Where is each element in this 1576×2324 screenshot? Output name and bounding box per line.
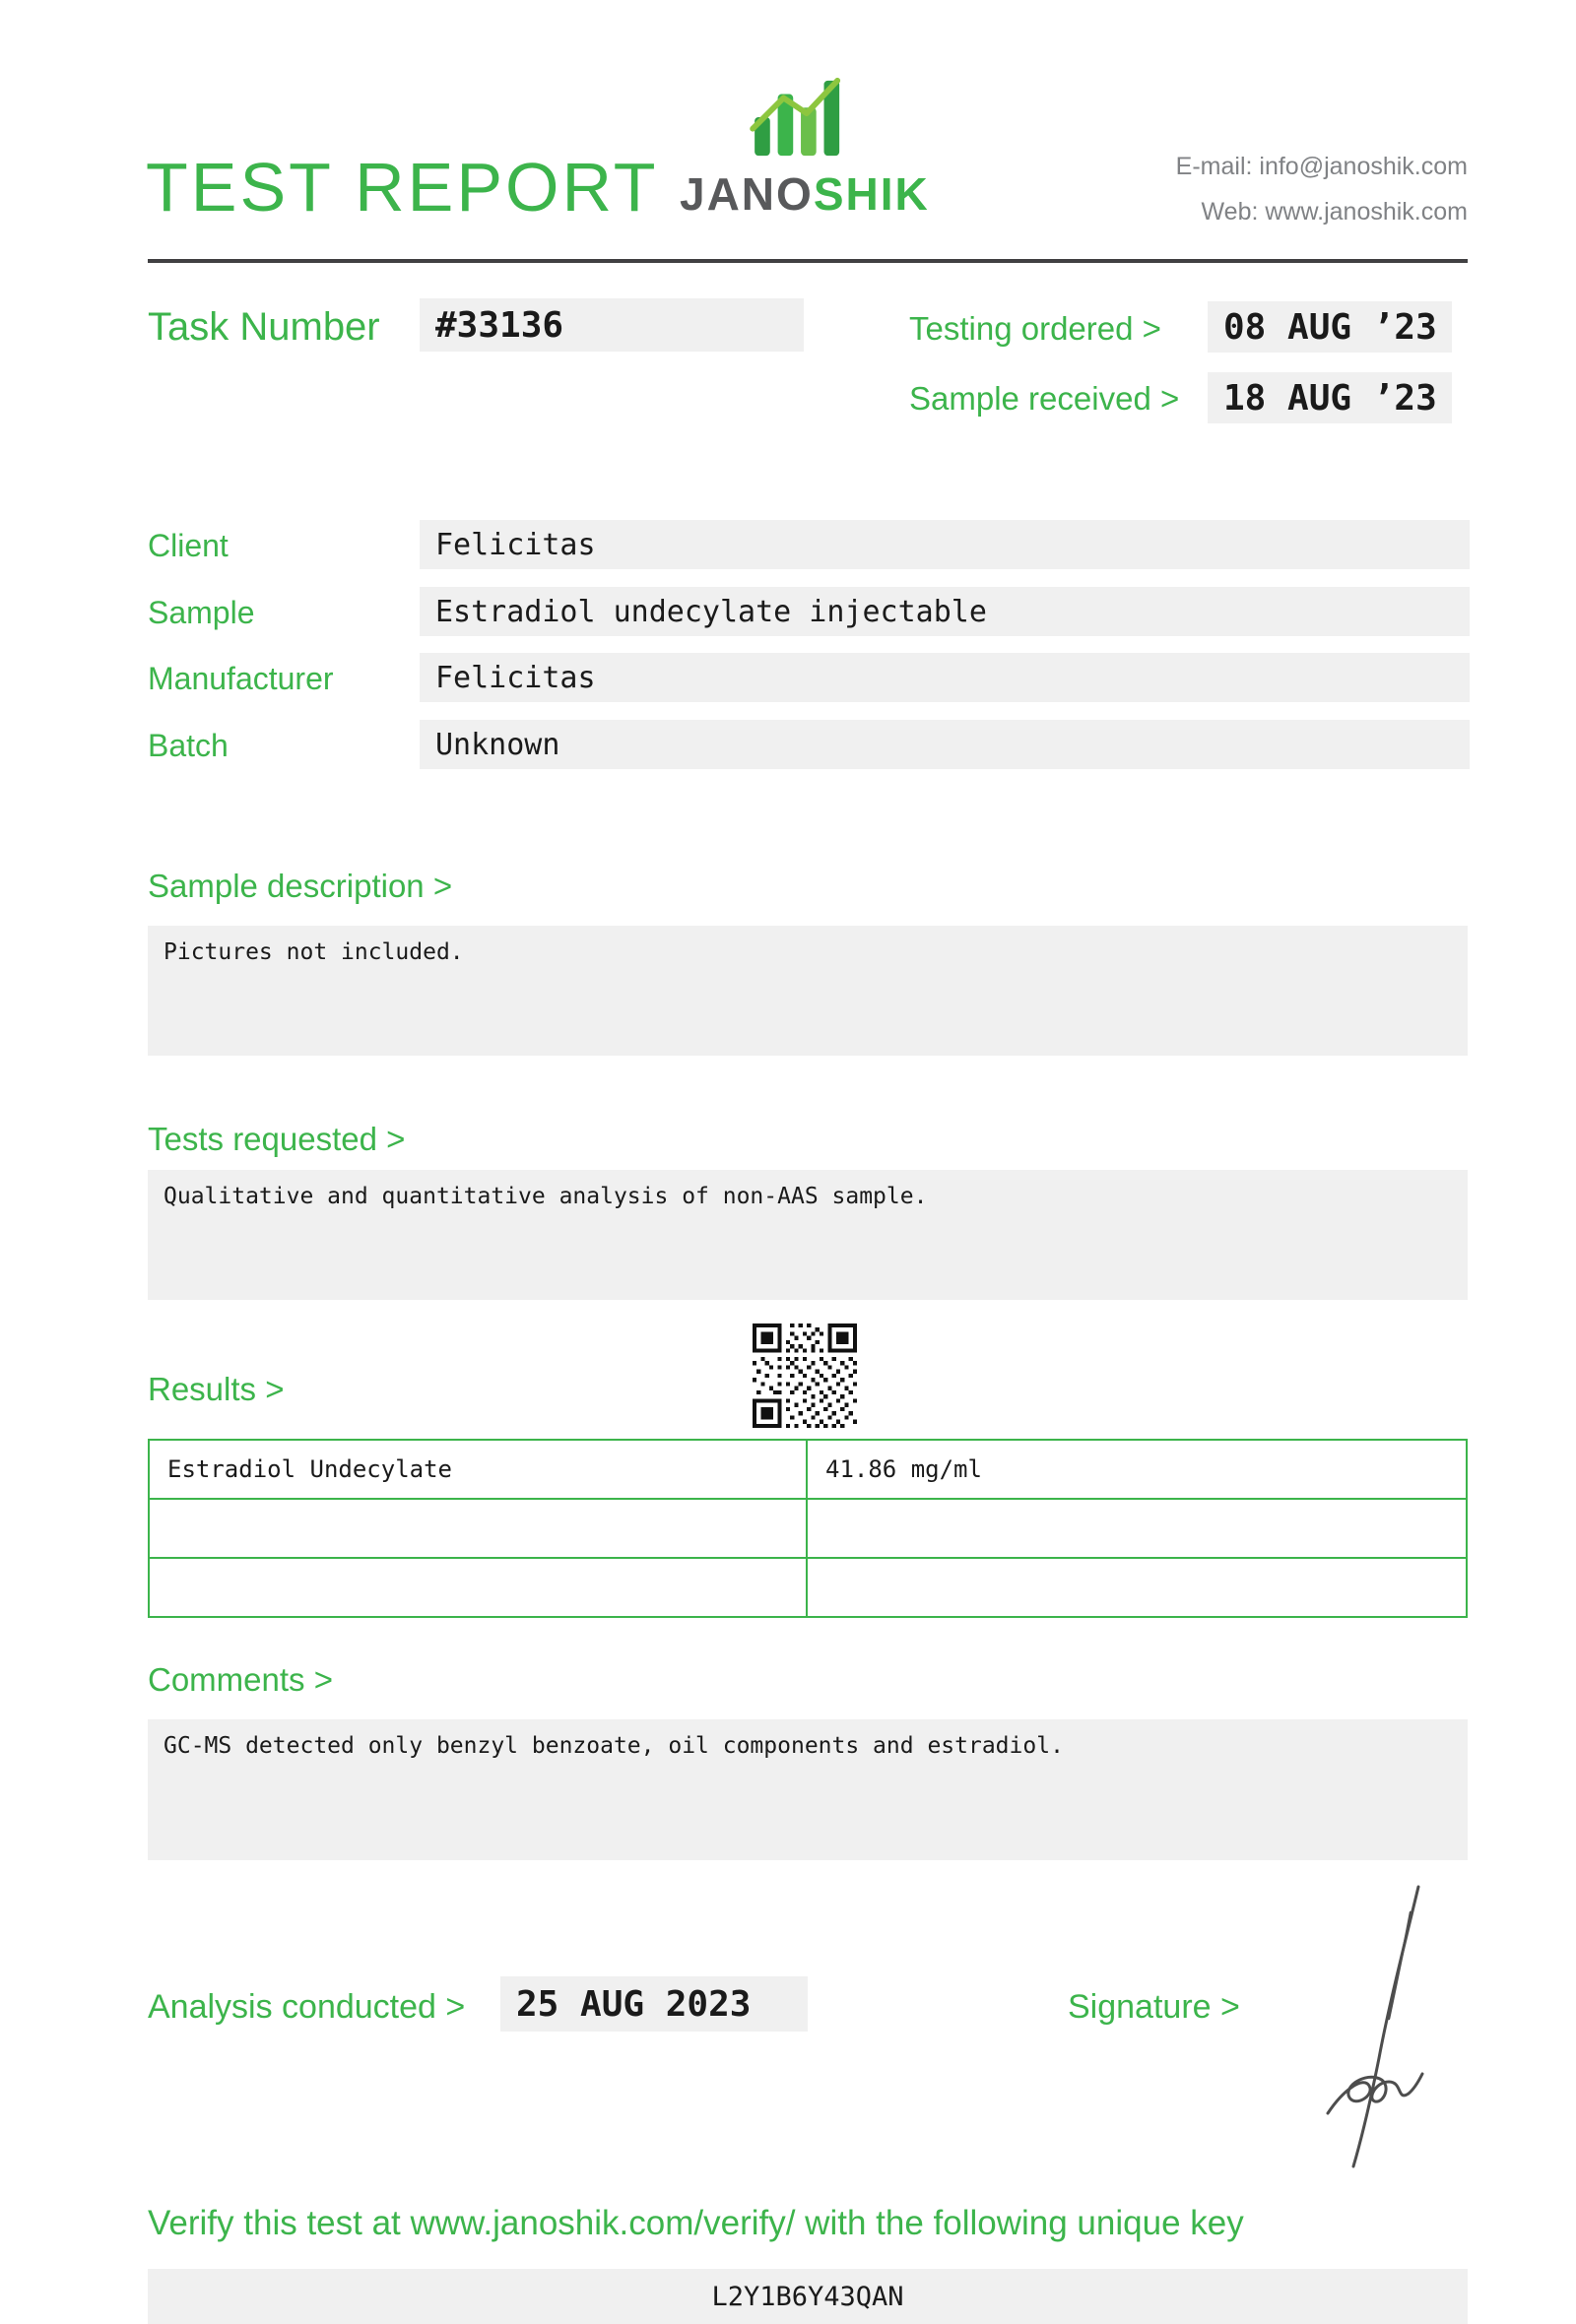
testing-ordered-value: 08 AUG ’23 [1208, 301, 1452, 353]
signature-image [1292, 1879, 1450, 2174]
amount-cell [808, 1500, 1466, 1557]
batch-label: Batch [148, 728, 229, 763]
unique-key-value: L2Y1B6Y43QAN [711, 2281, 904, 2312]
results-table [148, 1439, 1468, 1618]
results-heading: Results > [148, 1371, 285, 1407]
substance-cell [150, 1559, 808, 1616]
logo-text-jano: JANO [680, 168, 814, 220]
client-label: Client [148, 528, 229, 563]
amount-cell [808, 1559, 1466, 1616]
sample-description-heading: Sample description > [148, 868, 453, 904]
comments-box: GC-MS detected only benzyl benzoate, oil components and estradiol. [148, 1719, 1468, 1860]
contact-info [1176, 144, 1468, 234]
company-logo [680, 75, 930, 221]
batch-value: Unknown [420, 720, 1470, 769]
manufacturer-value: Felicitas [420, 653, 1470, 702]
testing-ordered-label: Testing ordered > [909, 310, 1161, 347]
table-row [150, 1557, 1466, 1616]
sample-received-label: Sample received > [909, 380, 1180, 417]
tests-requested-box: Qualitative and quantitative analysis of non-AAS sample. [148, 1170, 1468, 1300]
web-line: Web: www.janoshik.com [1201, 198, 1468, 226]
amount-cell: 41.86 mg/ml [825, 1455, 982, 1483]
tests-requested-heading: Tests requested > [148, 1121, 406, 1157]
logo-text [680, 167, 930, 221]
signature-label: Signature > [1068, 1988, 1240, 2026]
task-number-label: Task Number [148, 305, 380, 349]
analysis-conducted-label: Analysis conducted > [148, 1988, 466, 2026]
substance-cell: Estradiol Undecylate [150, 1441, 808, 1498]
sample-description-box: Pictures not included. [148, 926, 1468, 1056]
task-number-value: #33136 [420, 298, 804, 352]
qr-code [753, 1323, 857, 1428]
header-divider [148, 259, 1468, 263]
table-row [150, 1498, 1466, 1557]
analysis-date-value: 25 AUG 2023 [500, 1976, 808, 2032]
sample-label: Sample [148, 595, 255, 630]
unique-key-box [148, 2269, 1468, 2324]
bar-chart-logo-icon [749, 75, 857, 160]
manufacturer-label: Manufacturer [148, 661, 334, 696]
client-value: Felicitas [420, 520, 1470, 569]
comments-heading: Comments > [148, 1661, 333, 1698]
report-title: TEST REPORT [146, 149, 659, 226]
sample-value: Estradiol undecylate injectable [420, 587, 1470, 636]
verify-text: Verify this test at www.janoshik.com/verify/ with the following unique key [148, 2204, 1244, 2242]
sample-received-value: 18 AUG ’23 [1208, 372, 1452, 423]
substance-cell [150, 1500, 808, 1557]
logo-text-shik: SHIK [813, 168, 930, 220]
table-row [150, 1441, 1466, 1498]
email-line: E-mail: info@janoshik.com [1175, 153, 1468, 180]
